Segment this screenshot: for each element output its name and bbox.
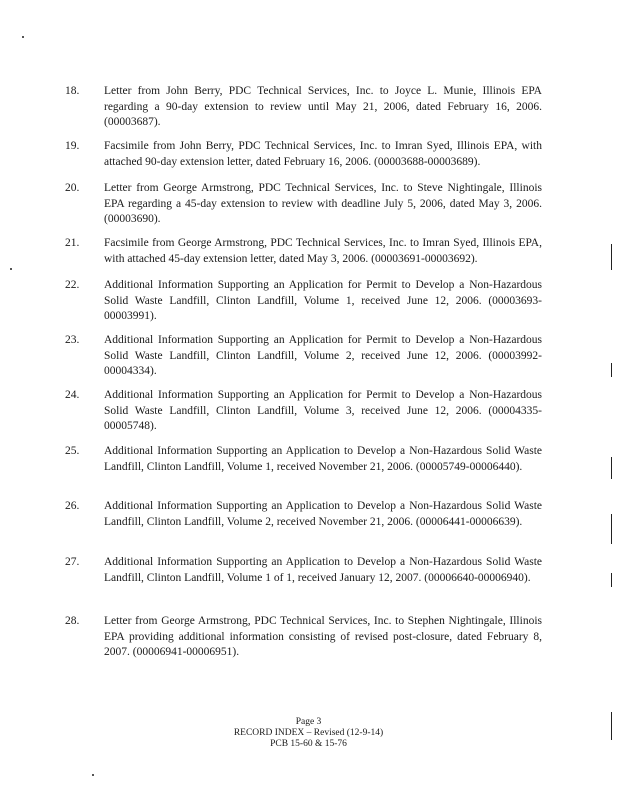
item-number: 24.: [65, 389, 80, 401]
item-text: Letter from George Armstrong, PDC Technical Services, Inc. to Stephen Nightingale, Illinois EPA providing additional information consisting of revised post-closure, dated February 8, 2007. (00006941-00006951).: [104, 615, 542, 658]
item-text: Additional Information Supporting an Application to Develop a Non-Hazardous Solid Waste Landfill, Clinton Landfill, Volume 2, received November 21, 2006. (00006441-00006639).: [104, 500, 542, 528]
page-number: Page 3: [295, 717, 322, 727]
revision-bar: [611, 244, 612, 270]
item-number: 22.: [65, 279, 80, 291]
item-number: 25.: [65, 445, 80, 457]
footer-title: RECORD INDEX – Revised (12-9-14): [233, 728, 384, 738]
item-number: 18.: [65, 85, 80, 97]
item-text: Additional Information Supporting an Application to Develop a Non-Hazardous Solid Waste Landfill, Clinton Landfill, Volume 1 of 1, received January 12, 2007. (00006640-00006940).: [104, 556, 542, 584]
item-number: 28.: [65, 615, 80, 627]
item-text: Letter from George Armstrong, PDC Technical Services, Inc. to Steve Nightingale, Illinois EPA regarding a 45-day extension to review with deadline July 5, 2006, dated May 3, 2006. (00003690).: [104, 182, 542, 225]
item-text: Letter from John Berry, PDC Technical Services, Inc. to Joyce L. Munie, Illinois EPA regarding a 90-day extension to review until May 21, 2006, dated February 16, 2006. (00003687).: [104, 85, 542, 128]
item-number: 20.: [65, 182, 80, 194]
scan-speck: [10, 268, 12, 270]
scan-speck: [92, 774, 94, 776]
revision-bar: [611, 363, 612, 377]
page-footer: [0, 717, 617, 750]
item-text: Additional Information Supporting an Application to Develop a Non-Hazardous Solid Waste Landfill, Clinton Landfill, Volume 1, received November 21, 2006. (00005749-00006440).: [104, 445, 542, 473]
item-number: 23.: [65, 334, 80, 346]
item-text: Additional Information Supporting an Application for Permit to Develop a Non-Hazardous Solid Waste Landfill, Clinton Landfill, Volume 2, received June 12, 2006. (00003992-00004334).: [104, 334, 542, 377]
item-number: 26.: [65, 500, 80, 512]
revision-bar: [611, 573, 612, 587]
item-number: 27.: [65, 556, 80, 568]
item-number: 19.: [65, 140, 80, 152]
revision-bar: [611, 457, 612, 479]
item-text: Additional Information Supporting an Application for Permit to Develop a Non-Hazardous Solid Waste Landfill, Clinton Landfill, Volume 3, received June 12, 2006. (00004335-00005748).: [104, 389, 542, 432]
item-text: Facsimile from John Berry, PDC Technical Services, Inc. to Imran Syed, Illinois EPA, with attached 90-day extension letter, dated February 16, 2006. (00003688-00003689).: [104, 140, 542, 168]
scan-speck: [22, 36, 24, 38]
revision-bar: [611, 712, 612, 740]
revision-bar: [611, 514, 612, 544]
item-number: 21.: [65, 237, 80, 249]
item-text: Facsimile from George Armstrong, PDC Technical Services, Inc. to Imran Syed, Illinois EPA, with attached 45-day extension letter, dated May 3, 2006. (00003691-00003692).: [104, 237, 542, 265]
item-text: Additional Information Supporting an Application for Permit to Develop a Non-Hazardous Solid Waste Landfill, Clinton Landfill, Volume 1, received June 12, 2006. (00003693-00003991).: [104, 279, 542, 322]
footer-case-number: PCB 15-60 & 15-76: [270, 739, 347, 749]
